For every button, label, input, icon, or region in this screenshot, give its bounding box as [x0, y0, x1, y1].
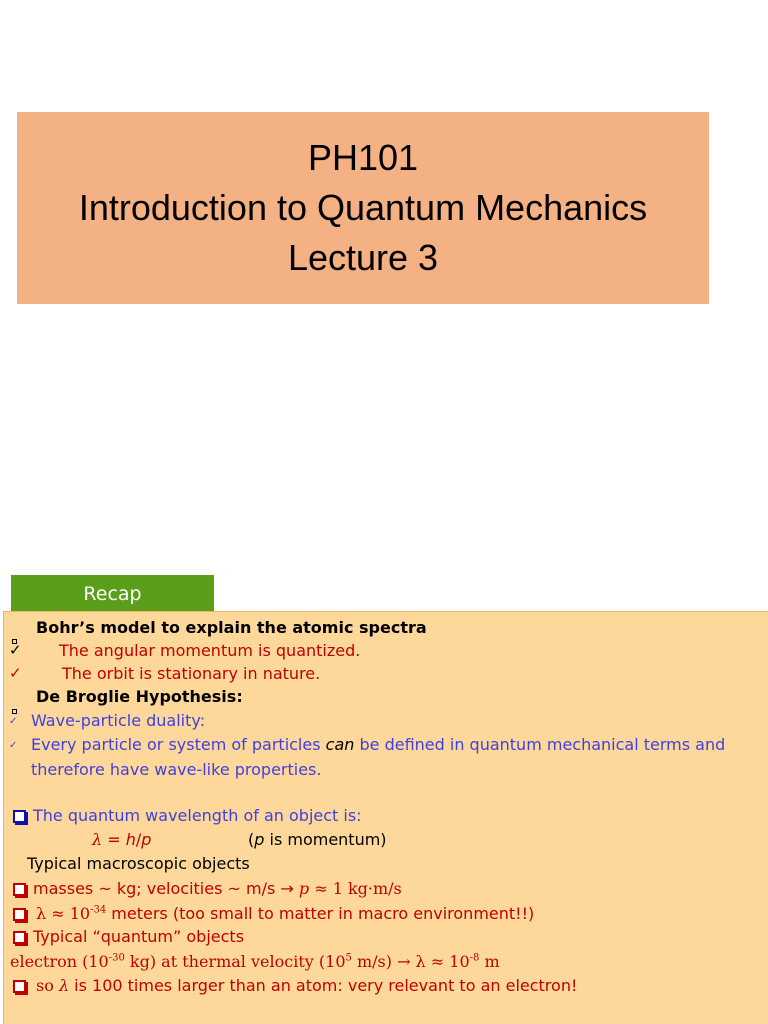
recap-tab: Recap [11, 575, 214, 612]
check-icon: ✓ [9, 716, 18, 727]
title-box [17, 112, 709, 304]
bohr-point-2: The orbit is stationary in nature. [62, 664, 321, 683]
debroglie-heading: De Broglie Hypothesis: [36, 687, 243, 706]
formula-note: (p is momentum) [248, 830, 387, 849]
course-title: Introduction to Quantum Mechanics [78, 187, 648, 228]
square-bullet-icon [13, 978, 26, 997]
masses-line: masses ~ kg; velocities ~ m/s → p ≈ 1 kg·m/s [33, 879, 402, 898]
bohr-heading: Bohr’s model to explain the atomic spectra [36, 618, 427, 637]
duality-text: Wave-particle duality: [31, 711, 206, 730]
particle-text-cont: therefore have wave-like properties. [31, 760, 322, 779]
check-icon: ✓ [9, 664, 22, 682]
recap-box [3, 611, 768, 1024]
square-bullet-icon [13, 808, 26, 827]
check-icon: ✓ [9, 641, 22, 659]
lecture-number: Lecture 3 [287, 237, 439, 278]
quantum-label: Typical “quantum” objects [33, 927, 245, 946]
lambda-macro-line: $\lambda \approx 10^{-34}$ meters (too small to matter in macro environment!!) [36, 904, 535, 923]
particle-text: Every particle or system of particles can be defined in quantum mechanical terms and [31, 735, 726, 754]
square-bullet-icon [13, 929, 26, 948]
check-icon: ✓ [9, 740, 18, 751]
square-bullet-icon [13, 906, 26, 925]
wavelength-intro: The quantum wavelength of an object is: [33, 806, 362, 825]
formula: λ = h/p [92, 830, 152, 849]
course-code: PH101 [307, 137, 419, 178]
macro-label: Typical macroscopic objects [27, 854, 250, 873]
square-bullet-icon [13, 881, 26, 900]
electron-line: electron ($10^{-30}$ kg) at thermal velocity ($10^5$ $m/s) \to \lambda \approx 10^{-8}$ m [10, 952, 500, 971]
bohr-point-1: The angular momentum is quantized. [59, 641, 361, 660]
so-line: so λ is 100 times larger than an atom: very relevant to an electron! [36, 976, 578, 995]
